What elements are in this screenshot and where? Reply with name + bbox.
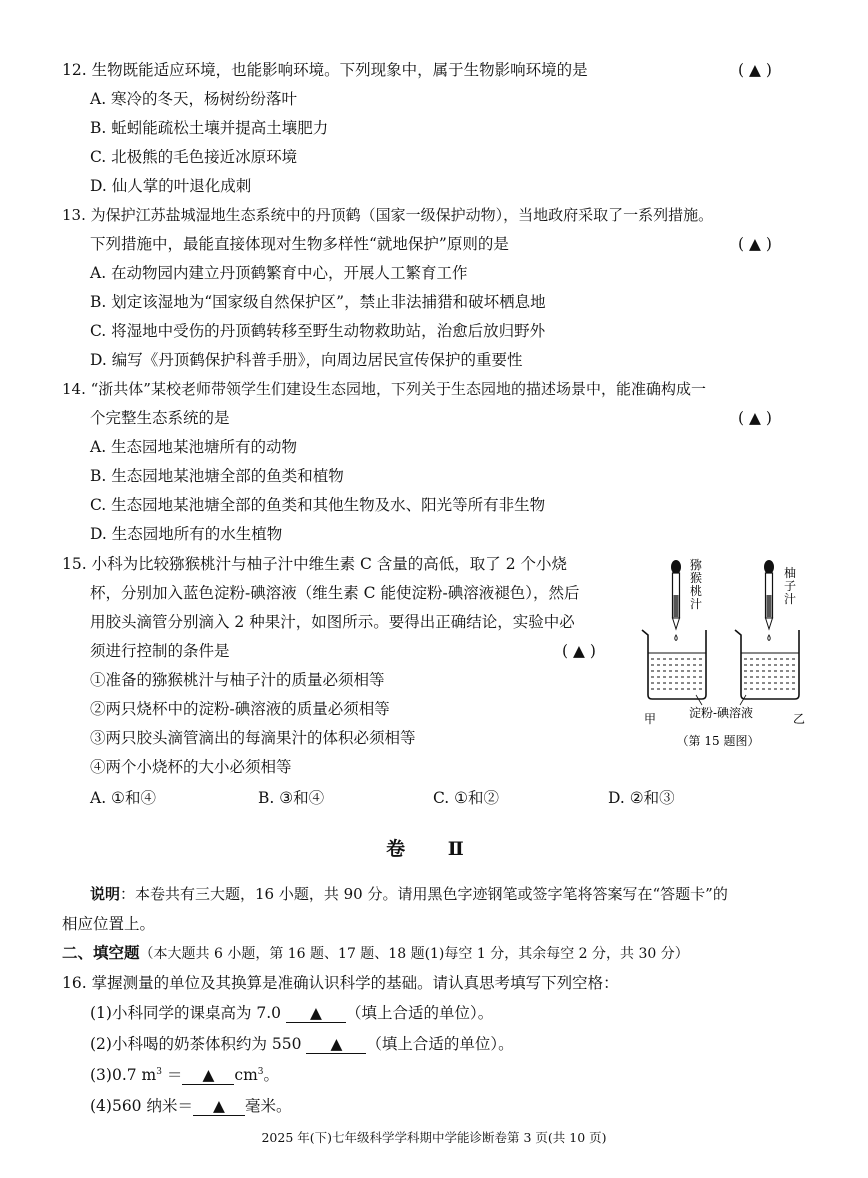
q14-option-b: B. 生态园地某池塘全部的鱼类和植物	[90, 467, 344, 485]
q15-condition-2: ②两只烧杯中的淀粉-碘溶液的质量必须相等	[90, 700, 390, 718]
q13-stem-line2: 下列措施中，最能直接体现对生物多样性“就地保护”原则的是	[90, 235, 509, 253]
q13-option-d: D. 编写《丹顶鹤保护科普手册》，向周边居民宣传保护的重要性	[90, 351, 523, 369]
section2-title: 二、填空题	[62, 943, 140, 962]
q14-option-a: A. 生态园地某池塘所有的动物	[90, 438, 298, 456]
right-dropper-icon	[764, 560, 774, 641]
q16-part3: (3)0.7 $m^3$ ＝ ▲ $cm^3$。	[90, 1066, 280, 1084]
q12-stem: 12. 生物既能适应环境，也能影响环境。下列现象中，属于生物影响环境的是	[62, 61, 588, 79]
q14-answer-bracket: ( ▲ )	[738, 409, 772, 427]
q16-blank3: ▲	[182, 1066, 234, 1085]
q13-option-b: B. 划定该湿地为“国家级自然保护区”，禁止非法捕猎和破坏栖息地	[90, 293, 546, 311]
note-line2: 相应位置上。	[62, 915, 156, 933]
q12-option-d: D. 仙人掌的叶退化成刺	[90, 177, 252, 195]
right-dropper-label: 柚子汁	[783, 566, 797, 606]
q14-stem-line2: 个完整生态系统的是	[90, 409, 230, 427]
q15-condition-3: ③两只胶头滴管滴出的每滴果汁的体积必须相等	[90, 729, 416, 747]
left-dropper-icon	[671, 560, 681, 641]
q15-stem-line3: 用胶头滴管分别滴入 2 种果汁，如图所示。要得出正确结论，实验中必	[90, 613, 575, 631]
q15-condition-4: ④两个小烧杯的大小必须相等	[90, 758, 292, 776]
page-footer: 2025 年(下)七年级科学学科期中学能诊断卷第 3 页(共 10 页)	[261, 1130, 607, 1145]
solution-label: 淀粉-碘溶液	[688, 706, 754, 720]
q15-option-b: B. ③和④	[258, 789, 325, 807]
q15-option-a: A. ①和④	[90, 789, 156, 807]
q15-figure	[636, 555, 820, 755]
note-text: ：本卷共有三大题，16 小题，共 90 分。请用黑色字迹钢笔或签字笔将答案写在“答题卡”的	[120, 885, 728, 903]
q12-option-a: A. 寒冷的冬天，杨树纷纷落叶	[90, 90, 298, 108]
q13-answer-bracket: ( ▲ )	[738, 235, 772, 253]
section2-detail: （本大题共 6 小题，第 16 题、17 题、18 题(1)每空 1 分，其余每空 2 分，共 30 分）	[139, 946, 689, 962]
q12-option-c: C. 北极熊的毛色接近冰原环境	[90, 148, 298, 166]
q13-option-a: A. 在动物园内建立丹顶鹤繁育中心，开展人工繁育工作	[90, 264, 468, 282]
q12-answer-bracket: ( ▲ )	[738, 61, 772, 79]
q13-stem-line1: 13. 为保护江苏盐城湿地生态系统中的丹顶鹤（国家一级保护动物），当地政府采取了一系列措施。	[62, 206, 714, 224]
q16-blank1: ▲	[286, 1004, 346, 1023]
beaker-label-yi: 乙	[793, 712, 806, 726]
right-beaker-icon	[735, 630, 799, 699]
q16-part4: (4)560 纳米＝ ▲ 毫米。	[90, 1097, 292, 1115]
q15-condition-1: ①准备的猕猴桃汁与柚子汁的质量必须相等	[90, 671, 385, 689]
left-dropper-label: 猕猴桃汁	[689, 558, 703, 611]
q16-blank4: ▲	[193, 1097, 245, 1116]
q15-stem-line1: 15. 小科为比较猕猴桃汁与柚子汁中维生素 C 含量的高低，取了 2 个小烧	[62, 555, 568, 573]
note-label: 说明	[90, 885, 121, 903]
q15-option-c: C. ①和②	[433, 789, 500, 807]
figure-caption: （第 15 题图）	[676, 734, 760, 748]
section2-heading	[62, 943, 689, 964]
q16-part2: (2)小科喝的奶茶体积约为 550 ▲ （填上合适的单位）。	[90, 1035, 514, 1053]
q14-option-c: C. 生态园地某池塘全部的鱼类和其他生物及水、阳光等所有非生物	[90, 496, 546, 514]
volume-title: 卷 Ⅱ	[386, 838, 482, 860]
q16-blank2: ▲	[306, 1035, 366, 1054]
q15-option-d: D. ②和③	[608, 789, 675, 807]
q12-option-b: B. 蚯蚓能疏松土壤并提高土壤肥力	[90, 119, 329, 137]
q15-stem-line2: 杯，分别加入蓝色淀粉-碘溶液（维生素 C 能使淀粉-碘溶液褪色），然后	[90, 584, 580, 602]
note-line1	[90, 884, 728, 904]
q16-part1: (1)小科同学的课桌高为 7.0 ▲ （填上合适的单位）。	[90, 1004, 494, 1022]
q14-stem-line1: 14. “浙共体”某校老师带领学生们建设生态园地，下列关于生态园地的描述场景中，能准确构成一	[62, 380, 706, 398]
q14-option-d: D. 生态园地所有的水生植物	[90, 525, 283, 543]
beaker-label-jia: 甲	[644, 712, 657, 726]
left-beaker-icon	[642, 630, 706, 699]
q15-answer-bracket: ( ▲ )	[562, 642, 596, 660]
q15-stem-line4: 须进行控制的条件是	[90, 642, 230, 660]
q13-option-c: C. 将湿地中受伤的丹顶鹤转移至野生动物救助站，治愈后放归野外	[90, 322, 546, 340]
q16-stem: 16. 掌握测量的单位及其换算是准确认识科学的基础。请认真思考填写下列空格：	[62, 974, 619, 992]
